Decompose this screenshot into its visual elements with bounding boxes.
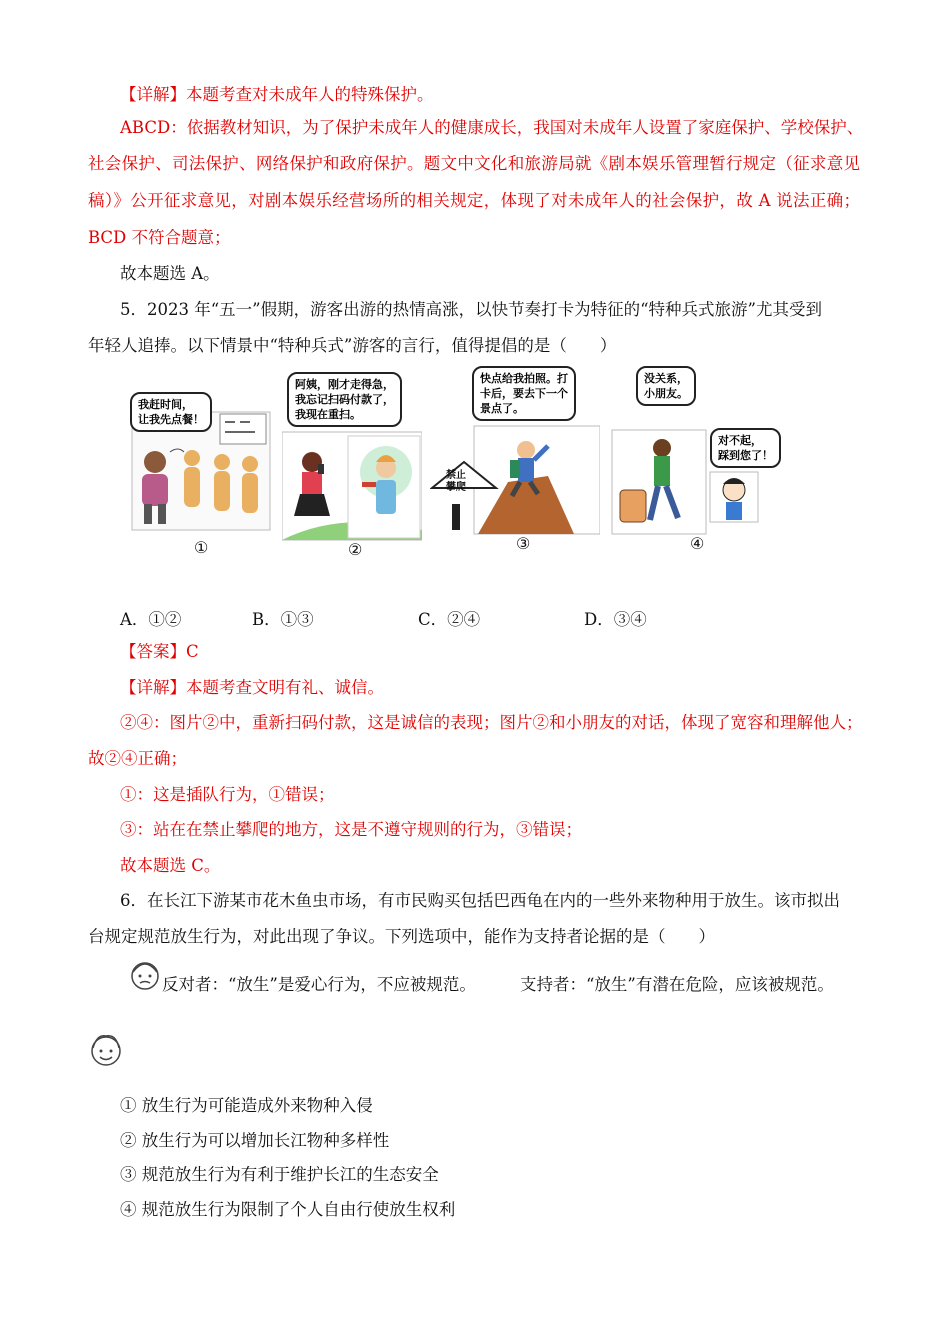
bubble-line: 我现在重扫。: [295, 408, 361, 421]
option-c: C．②④: [418, 610, 481, 629]
opponent-face-icon: [128, 958, 162, 992]
q5-detail-title: 【详解】本题考查文明有礼、诚信。: [120, 678, 384, 697]
bubble-line: 没关系，: [644, 372, 688, 385]
picture-label-4: ④: [690, 534, 705, 553]
q5-detail-line-4: ③：站在在禁止攀爬的地方，这是不遵守规则的行为，③错误；: [120, 820, 582, 839]
q4-conclusion: 故本题选 A。: [120, 264, 220, 283]
q6-item-4: ④ 规范放生行为限制了个人自由行使放生权利: [120, 1200, 456, 1219]
q6-item-1: ① 放生行为可能造成外来物种入侵: [120, 1096, 373, 1115]
bubble-line: 让我先点餐！: [138, 413, 204, 426]
picture-3: [430, 366, 600, 536]
q4-detail-title: 【详解】本题考查对未成年人的特殊保护。: [120, 85, 434, 104]
no-climbing-sign: [446, 470, 466, 494]
bubble-line: 景点了。: [480, 402, 524, 415]
supporter-statement: 支持者：“放生”有潜在危险，应该被规范。: [520, 975, 834, 994]
q4-detail-line-3: 稿）》公开征求意见，对剧本娱乐经营场所的相关规定，体现了对未成年人的社会保护，故 A 说法正确；: [88, 191, 860, 210]
option-a: A．①②: [120, 610, 182, 629]
picture-1: [130, 392, 272, 532]
q5-stem-line-1: 5．2023 年“五一”假期，游客出游的热情高涨，以快节奏打卡为特征的“特种兵式旅游”尤其受到: [120, 300, 822, 319]
picture-3-speech-bubble: [472, 366, 576, 421]
q5-conclusion: 故本题选 C。: [120, 856, 221, 875]
picture-1-speech-bubble: [130, 392, 212, 432]
bubble-line: 我忘记扫码付款了，: [295, 393, 394, 406]
option-b: B．①③: [252, 610, 314, 629]
q6-stem-line-2: 台规定规范放生行为，对此出现了争议。下列选项中，能作为支持者论据的是（ ）: [88, 927, 715, 946]
q5-stem-line-2: 年轻人追捧。以下情景中“特种兵式”游客的言行，值得提倡的是（ ）: [88, 336, 617, 355]
picture-4: [610, 366, 786, 536]
bubble-line: 对不起，: [718, 434, 762, 447]
sign-line: 禁止: [446, 470, 466, 481]
supporter-face-icon: [88, 1032, 124, 1068]
q6-item-3: ③ 规范放生行为有利于维护长江的生态安全: [120, 1165, 439, 1184]
q5-detail-line-3: ①：这是插队行为，①错误；: [120, 785, 335, 804]
q5-answer: 【答案】C: [120, 642, 199, 661]
picture-2: [282, 372, 422, 542]
bubble-line: 阿姨，刚才走得急，: [295, 378, 394, 391]
picture-4-adult-speech-bubble: [636, 366, 696, 406]
bubble-line: 踩到您了！: [718, 449, 773, 462]
picture-label-1: ①: [194, 538, 209, 557]
bubble-line: 快点给我拍照。打: [480, 372, 568, 385]
opponent-statement: 反对者：“放生”是爱心行为，不应被规范。: [162, 975, 476, 994]
bubble-line: 小朋友。: [644, 387, 688, 400]
picture-4-child-speech-bubble: [710, 428, 781, 468]
q4-detail-line-2: 社会保护、司法保护、网络保护和政府保护。题文中文化和旅游局就《剧本娱乐管理暂行规定（征求意见: [88, 154, 860, 173]
q6-stem-line-1: 6．在长江下游某市花木鱼虫市场，有市民购买包括巴西龟在内的一些外来物种用于放生。该市拟出: [120, 891, 840, 910]
q4-detail-line-1: ABCD：依据教材知识，为了保护未成年人的健康成长，我国对未成年人设置了家庭保护、学校保护、: [120, 118, 864, 137]
q4-detail-line-4: BCD 不符合题意；: [88, 228, 231, 247]
bubble-line: 我赶时间，: [138, 398, 193, 411]
sign-line: 攀爬: [446, 482, 466, 493]
q5-detail-line-2: 故②④正确；: [88, 749, 187, 768]
q6-item-2: ② 放生行为可以增加长江物种多样性: [120, 1131, 390, 1150]
q5-detail-line-1: ②④：图片②中，重新扫码付款，这是诚信的表现；图片②和小朋友的对话，体现了宽容和理解他人；: [120, 713, 863, 732]
picture-label-2: ②: [348, 540, 363, 559]
option-d: D．③④: [584, 610, 647, 629]
picture-label-3: ③: [516, 534, 531, 553]
bubble-line: 卡后，要去下一个: [480, 387, 568, 400]
picture-2-speech-bubble: [287, 372, 402, 427]
